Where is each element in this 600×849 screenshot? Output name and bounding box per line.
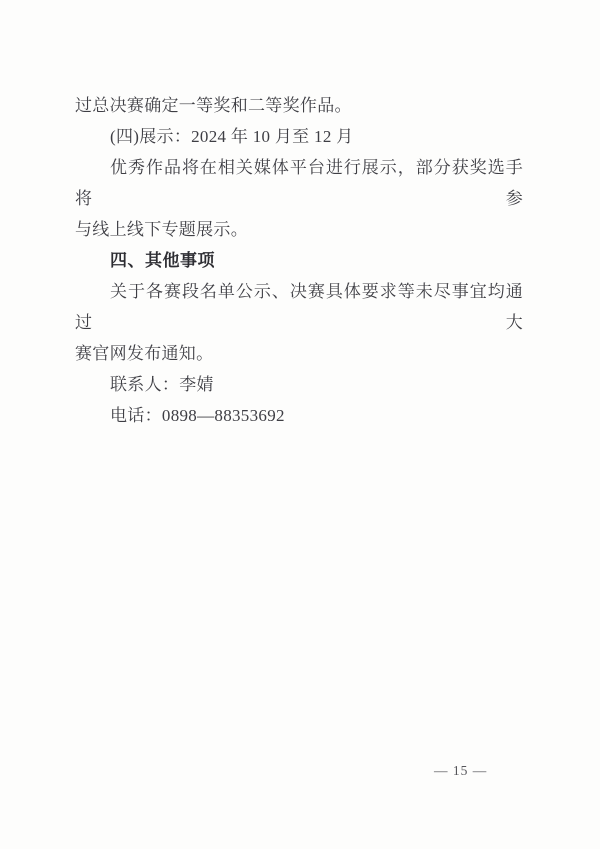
- line-exhibition-date: (四)展示：2024 年 10 月至 12 月: [110, 127, 354, 146]
- paragraph-awards-continuation-line: 过总决赛确定一等奖和二等奖作品。: [75, 96, 352, 115]
- section-heading-other-matters: 四、其他事项: [110, 251, 215, 270]
- document-body: [75, 90, 523, 431]
- line-contact-phone: 电话：0898—88353692: [110, 406, 285, 425]
- paragraph-exhibition-line-2: 与线上线下专题展示。: [75, 220, 248, 239]
- line-contact-person: 联系人：李婧: [110, 375, 214, 394]
- paragraph-notice-line-1: 关于各赛段名单公示、决赛具体要求等未尽事宜均通过大: [75, 282, 523, 332]
- paragraph-exhibition-line-1: 优秀作品将在相关媒体平台进行展示，部分获奖选手将参: [75, 158, 523, 208]
- page-number: — 15 —: [434, 763, 488, 778]
- paragraph-notice-line-2: 赛官网发布通知。: [75, 344, 214, 363]
